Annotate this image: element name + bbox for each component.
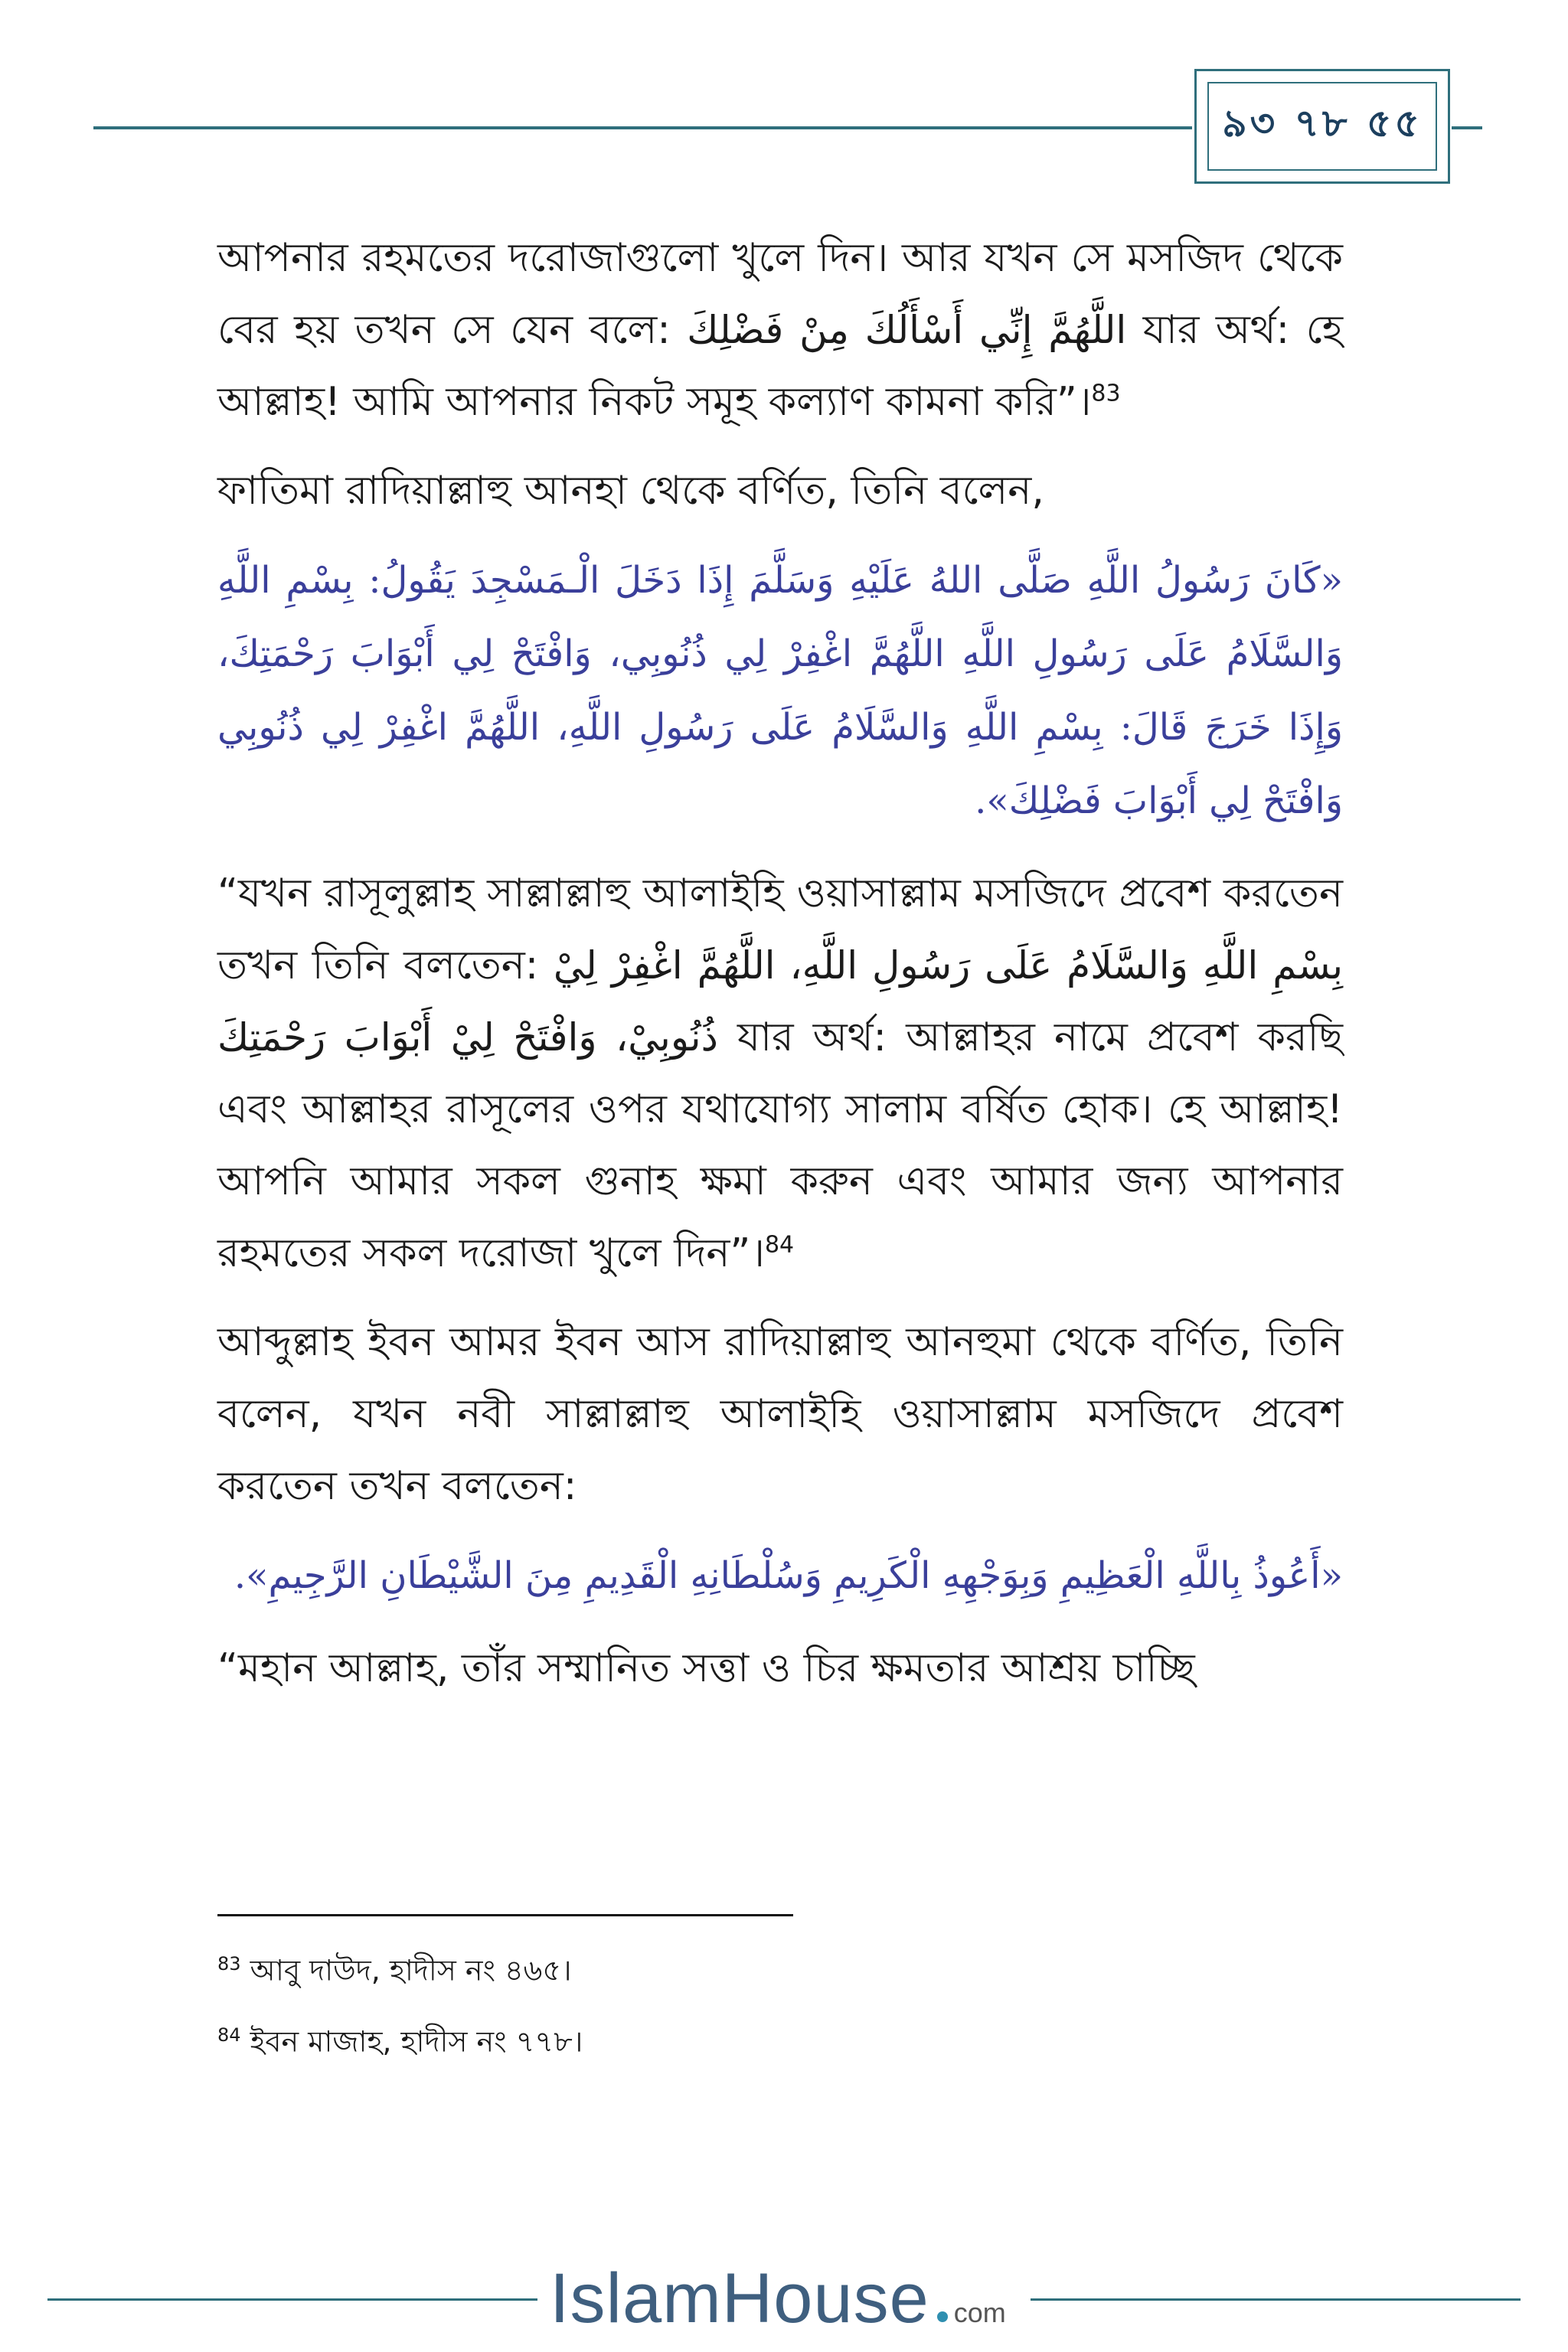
page-number: ৯৩ ৭৮ ৫৫ bbox=[1207, 82, 1437, 171]
footnote-separator bbox=[217, 1914, 793, 1916]
paragraph-1-text-a: আপনার রহমতের দরোজাগুলো খুলে দিন। আর যখন সে মসজিদ থেকে বের হয় তখন সে যেন বলে: bbox=[217, 235, 1343, 353]
arabic-hadith-1: «كَانَ رَسُولُ اللَّهِ صَلَّى اللهُ عَلَيْهِ وَسَلَّمَ إِذَا دَخَلَ الْـمَسْجِدَ يَقُولُ: بِسْمِ اللَّهِ وَالسَّلَامُ عَلَى رَسُولِ اللَّهِ اللَّهُمَّ اغْفِرْ لِي ذُنُوبِي، وَافْتَحْ لِي أَبْوَابَ رَحْمَتِكَ، وَإِذَا خَرَجَ قَالَ: بِسْمِ اللَّهِ وَالسَّلَامُ عَلَى رَسُولِ اللَّهِ، اللَّهُمَّ اغْفِرْ لِي ذُنُوبِي وَافْتَحْ لِي أَبْوَابَ فَضْلِكَ». bbox=[217, 559, 1343, 822]
footnote-number: 84 bbox=[217, 2024, 241, 2046]
arabic-hadith-2: «أَعُوذُ بِاللَّهِ الْعَظِيمِ وَبِوَجْهِهِ الْكَرِيمِ وَسُلْطَانِهِ الْقَدِيمِ مِنَ الشَّيْطَانِ الرَّجِيمِ». bbox=[234, 1554, 1343, 1597]
footnote-text: আবু দাউদ, হাদীস নং ৪৬৫। bbox=[240, 1953, 572, 1988]
footnote-text: ইবন মাজাহ, হাদীস নং ৭৭৮। bbox=[240, 2024, 583, 2059]
footer-rule-left bbox=[47, 2298, 537, 2301]
footnote-ref-84[interactable]: 84 bbox=[764, 1231, 795, 1259]
footnote-number: 83 bbox=[217, 1953, 241, 1975]
main-content bbox=[217, 222, 1343, 1721]
islamhouse-logo[interactable] bbox=[550, 2259, 1006, 2343]
paragraph-4: আব্দুল্লাহ ইবন আমর ইবন আস রাদিয়াল্লাহু আনহুমা থেকে বর্ণিত, তিনি বলেন, যখন নবী সাল্লাল্লাহু আলাইহি ওয়াসাল্লাম মসজিদে প্রবেশ করতেন তখন বলতেন: bbox=[217, 1319, 1343, 1509]
footnote-83 bbox=[217, 1937, 1343, 1998]
logo-text: IslamHouse bbox=[550, 2259, 929, 2337]
paragraph-3 bbox=[217, 858, 1343, 1289]
footnote-ref-83[interactable]: 83 bbox=[1091, 380, 1121, 407]
header-rule-right bbox=[1452, 126, 1482, 129]
paragraph-3-arabic: بِسْمِ اللَّهِ وَالسَّلَامُ عَلَى رَسُولِ اللَّهِ، اللَّهُمَّ اغْفِرْ لِيْ ذُنُوبِيْ، وَافْتَحْ لِيْ أَبْوَابَ رَحْمَتِكَ bbox=[217, 943, 1343, 1060]
logo-dot-icon bbox=[937, 2311, 948, 2322]
footer-rule-right bbox=[1031, 2298, 1521, 2301]
paragraph-3-text-b: যার অর্থ: আল্লাহর নামে প্রবেশ করছি এবং আল্লাহর রাসূলের ওপর যথাযোগ্য সালাম বর্ষিত হোক। হে আল্লাহ! আপনি আমার সকল গুনাহ ক্ষমা করুন এবং আমার জন্য আপনার রহমতের সকল দরোজা খুলে দিন”। bbox=[217, 1014, 1343, 1276]
footnotes bbox=[217, 1937, 1343, 2079]
paragraph-1 bbox=[217, 222, 1343, 438]
paragraph-1-text-b: যার অর্থ: হে আল্লাহ! আমি আপনার নিকট সমূহ কল্যাণ কামনা করি”। bbox=[217, 307, 1344, 425]
paragraph-2: ফাতিমা রাদিয়াল্লাহু আনহা থেকে বর্ণিত, তিনি বলেন, bbox=[217, 468, 1044, 514]
logo-suffix: com bbox=[953, 2297, 1006, 2328]
paragraph-3-text-a: “যখন রাসূলুল্লাহ সাল্লাল্লাহু আলাইহি ওয়াসাল্লাম মসজিদে প্রবেশ করতেন তখন তিনি বলতেন: bbox=[217, 871, 1343, 988]
footnote-84 bbox=[217, 2008, 1343, 2069]
page-number-box bbox=[1194, 69, 1450, 184]
header-rule bbox=[93, 126, 1192, 129]
paragraph-5: “মহান আল্লাহ, তাঁর সম্মানিত সত্তা ও চির ক্ষমতার আশ্রয় চাচ্ছি bbox=[217, 1645, 1195, 1691]
paragraph-1-arabic: اللَّهُمَّ إِنِّي أَسْأَلُكَ مِنْ فَضْلِكَ bbox=[687, 308, 1127, 352]
